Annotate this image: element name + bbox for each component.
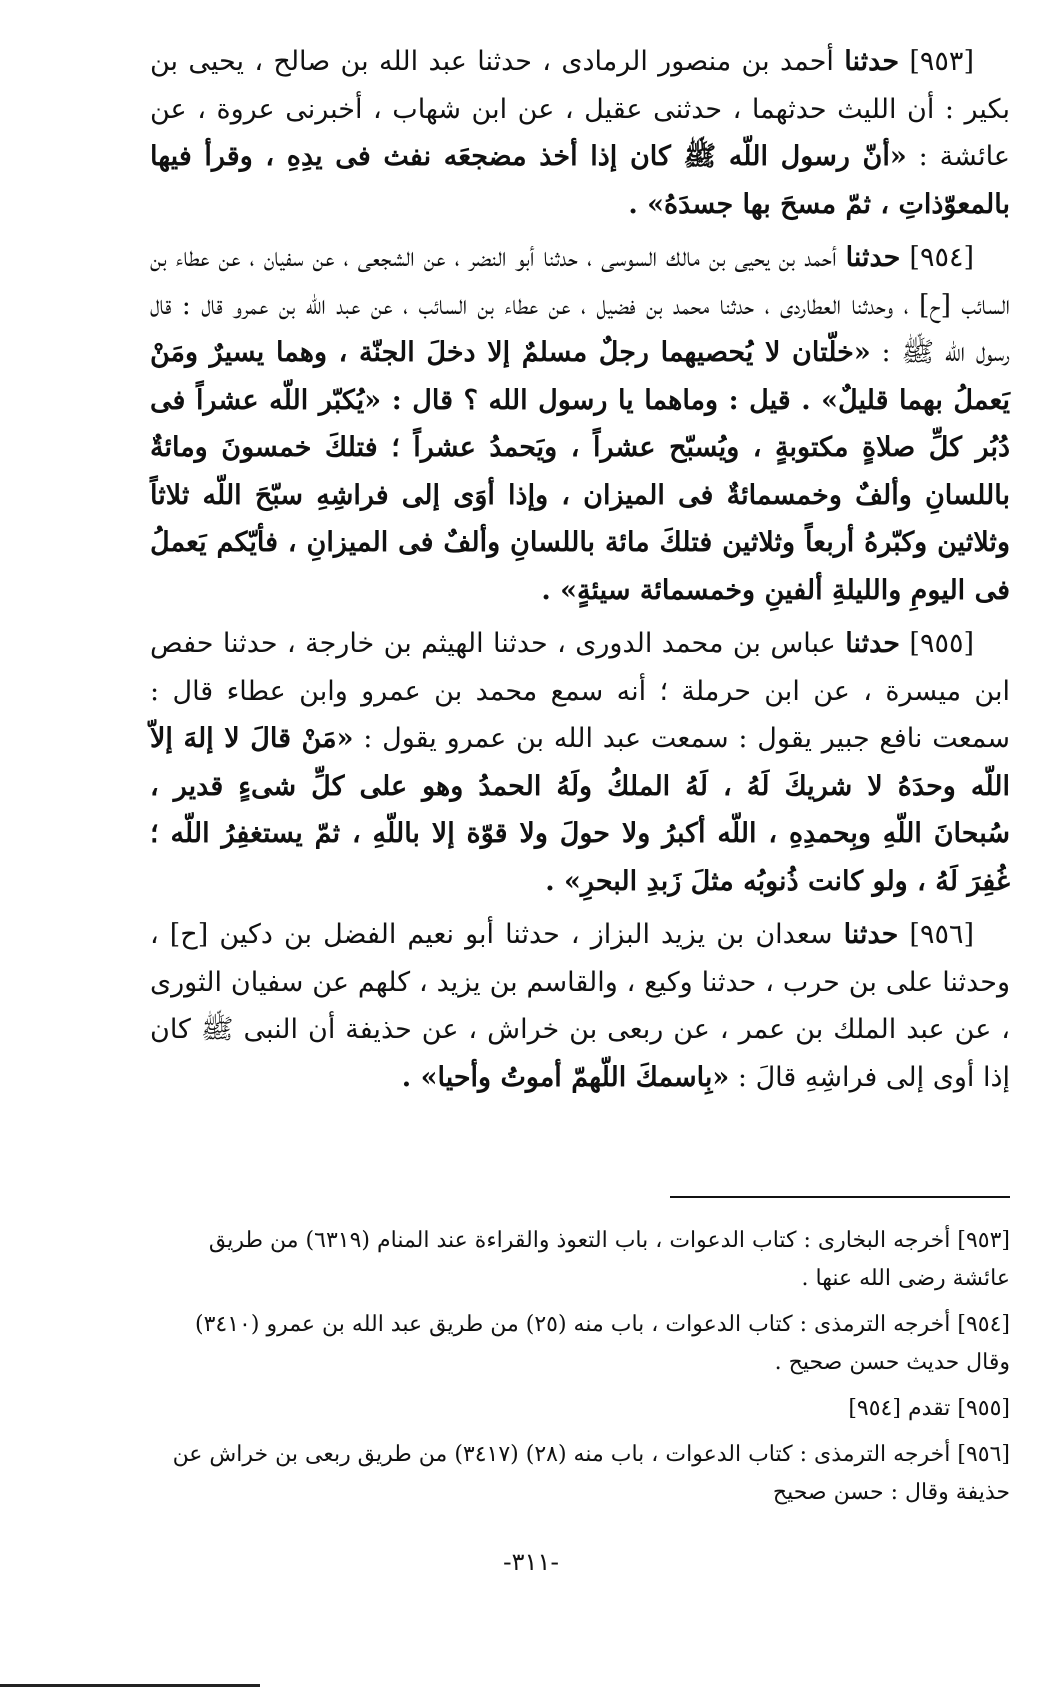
isnad-text: سعدان بن يزيد البزاز ، حدثنا أبو نعيم الفضل بن دكين [ح] ، وحدثنا على بن حرب ، حدثنا وكيع ، والقاسم بن يزيد ، كلهم عن سفيان الثورى ، عن عبد الملك بن عمر ، عن ربعى بن خراش ، عن حذيفة أن النبى ﷺ كان إذا أوى إلى فراشِهِ قالَ : — [150, 919, 1010, 1093]
haddathana-label: حدثنا — [844, 46, 900, 77]
isnad-text: أحمد بن يحيى بن مالك السوسى ، حدثنا أبو النضر ، عن الشجعى ، عن سفيان ، عن عطاء بن السائب [ح] ، وحدثنا العطاردى ، حدثنا محمد بن فضيل ، عن عطاء بن السائب ، عن عبد الله بن عمرو قال : قال رسول الله ﷺ : — [150, 242, 1010, 368]
footnote-953: [٩٥٣] أخرجه البخارى : كتاب الدعوات ، باب التعوذ والقراءة عند المنام (٦٣١٩) من طريق عائشة رضى الله عنها . — [208, 1228, 1010, 1291]
hadith-number: [٩٥٦] — [909, 919, 974, 950]
matn-text: «مَنْ قالَ لا إلهَ إلاّ اللّه وحدَهُ لا شريكَ لَهُ ، لَهُ الملكُ ولَهُ الحمدُ وهو على كلِّ شىءٍ قدير ، سُبحانَ اللّهِ وبِحمدِهِ ، اللّه أكبرُ ولا حولَ ولا قوّة إلا باللّهِ ، ثمّ يستغفِرُ اللّه ؛ غُفِرَ لَهُ ، ولو كانت ذُنوبُه مثلَ زَبدِ البحرِ» . — [150, 723, 1010, 897]
hadith-955 — [150, 620, 1010, 905]
haddathana-label: حدثنا — [845, 628, 900, 659]
matn-text: «خلّتان لا يُحصيهما رجلٌ مسلمٌ إلا دخلَ الجنّة ، وهما يسيرٌ ومَنْ يَعملُ بهما قليلٌ» . قيل : وماهما يا رسول الله ؟ قال : «يُكبّر اللّه عشراً فى دُبُر كلِّ صلاةٍ مكتوبةٍ ، ويُسبّح عشراً ، ويَحمدُ عشراً ؛ فتلكَ خمسونَ ومائةٌ باللسانِ وألفٌ وخمسمائةٌ فى الميزان ، وإذا أوَى إلى فراشِهِ سبّحَ اللّه ثلاثاً وثلاثين وكبّرهُ أربعاً وثلاثين فتلكَ مائة باللسانِ وألفٌ فى الميزانِ ، فأيّكم يَعملُ فى اليومِ والليلةِ ألفينِ وخمسمائة سيئةٍ» . — [150, 337, 1010, 606]
page-number: -٣١١- — [502, 1548, 559, 1576]
footnotes — [150, 1222, 1010, 1520]
hadith-956 — [150, 911, 1010, 1101]
matn-text: «بِاسمكَ اللّهمّ أموتُ وأحيا» . — [401, 1061, 730, 1093]
hadith-953 — [150, 38, 1010, 228]
hadith-number: [٩٥٥] — [909, 628, 975, 659]
footnote-955: [٩٥٥] تقدم [٩٥٤] — [848, 1396, 1010, 1421]
footnote-954: [٩٥٤] أخرجه الترمذى : كتاب الدعوات ، باب منه (٢٥) من طريق عبد الله بن عمرو (٣٤١٠) وقال حديث حسن صحيح . — [195, 1312, 1010, 1375]
matn-text: «أنّ رسول اللّه ﷺ كان إذا أخذ مضجعَه نفث فى يدِهِ ، وقرأ فيها بالمعوّذاتِ ، ثمّ مسحَ بها جسدَهُ» . — [150, 141, 1010, 220]
footnote-956: [٩٥٦] أخرجه الترمذى : كتاب الدعوات ، باب منه (٢٨) (٣٤١٧) من طريق ربعى بن خراش عن حذيفة وقال : حسن صحيح — [172, 1442, 1010, 1505]
isnad-text: عباس بن محمد الدورى ، حدثنا الهيثم بن خارجة ، حدثنا حفص ابن ميسرة ، عن ابن حرملة ؛ أنه سمع محمد بن عمرو وابن عطاء قال : سمعت نافع جبير يقول : سمعت عبد الله بن عمرو يقول : — [150, 628, 1010, 754]
isnad-text: أحمد بن منصور الرمادى ، حدثنا عبد الله بن صالح ، يحيى بن بكير : أن الليث حدثهما ، حدثنى عقيل ، عن ابن شهاب ، أخبرنى عروة ، عن عائشة : — [150, 46, 1010, 172]
hadith-number: [٩٥٤] — [909, 242, 974, 273]
haddathana-label: حدثنا — [843, 919, 899, 950]
haddathana-label: حدثنا — [845, 242, 901, 273]
footnote-divider — [670, 1196, 1010, 1198]
hadith-954 — [150, 234, 1010, 614]
main-text — [150, 38, 1010, 1107]
hadith-number: [٩٥٣] — [909, 46, 974, 77]
scan-edge-line — [0, 1684, 260, 1687]
